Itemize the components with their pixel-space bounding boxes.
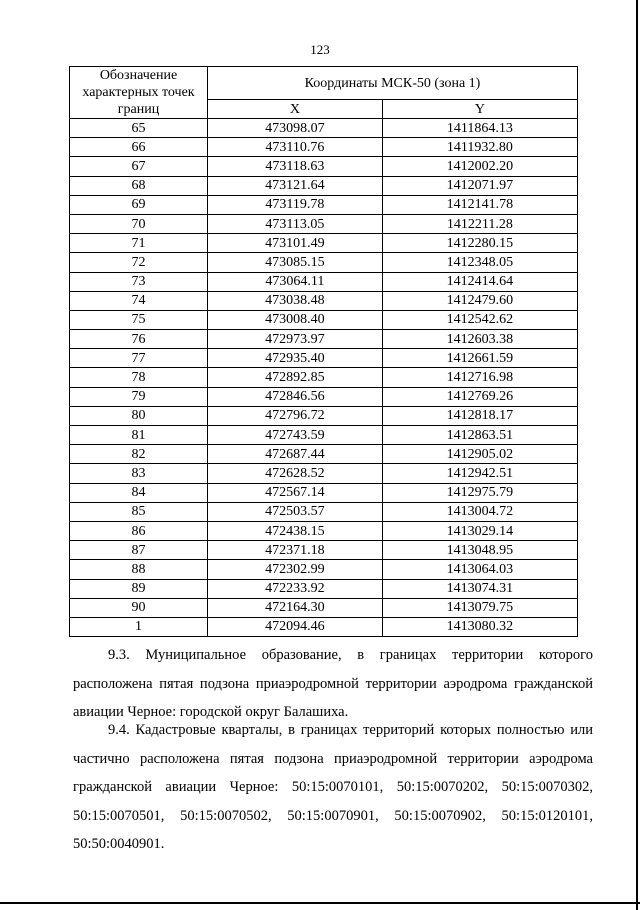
- cell-point: 84: [70, 483, 208, 502]
- cell-point: 69: [70, 195, 208, 214]
- header-coordinates: Координаты МСК-50 (зона 1): [208, 67, 578, 100]
- cell-point: 67: [70, 157, 208, 176]
- header-point-designation: Обозначение характерных точек границ: [70, 67, 208, 119]
- table-row: [70, 617, 578, 636]
- cell-point: 70: [70, 214, 208, 233]
- coordinates-table: [69, 66, 578, 637]
- cell-point: 81: [70, 426, 208, 445]
- cell-y: 1412141.78: [382, 195, 577, 214]
- table-row: [70, 138, 578, 157]
- page-number: 123: [310, 42, 330, 57]
- cell-x: 472438.15: [208, 521, 383, 540]
- cell-point: 65: [70, 119, 208, 138]
- cell-x: 472973.97: [208, 330, 383, 349]
- cell-x: 473113.05: [208, 214, 383, 233]
- cell-x: 472567.14: [208, 483, 383, 502]
- table-row: [70, 214, 578, 233]
- cell-point: 90: [70, 598, 208, 617]
- cell-point: 68: [70, 176, 208, 195]
- cell-x: 473110.76: [208, 138, 383, 157]
- table-row: [70, 464, 578, 483]
- table-row: [70, 541, 578, 560]
- cell-point: 75: [70, 310, 208, 329]
- cell-x: 473064.11: [208, 272, 383, 291]
- table-row: [70, 387, 578, 406]
- cell-point: 66: [70, 138, 208, 157]
- cell-x: 473038.48: [208, 291, 383, 310]
- cell-x: 473121.64: [208, 176, 383, 195]
- cell-y: 1413048.95: [382, 541, 577, 560]
- cell-y: 1412769.26: [382, 387, 577, 406]
- table-row: [70, 253, 578, 272]
- table-row: [70, 272, 578, 291]
- table-row: [70, 445, 578, 464]
- cell-point: 73: [70, 272, 208, 291]
- table-body: [70, 119, 578, 637]
- page-edge-bottom: [0, 902, 640, 904]
- table-row: [70, 310, 578, 329]
- cell-y: 1411932.80: [382, 138, 577, 157]
- cell-x: 472846.56: [208, 387, 383, 406]
- cell-y: 1412975.79: [382, 483, 577, 502]
- cell-x: 473008.40: [208, 310, 383, 329]
- cell-point: 74: [70, 291, 208, 310]
- cell-x: 472796.72: [208, 406, 383, 425]
- cell-y: 1412661.59: [382, 349, 577, 368]
- cell-x: 472743.59: [208, 426, 383, 445]
- table-row: [70, 119, 578, 138]
- header-y: Y: [382, 100, 577, 119]
- cell-y: 1411864.13: [382, 119, 577, 138]
- cell-point: 85: [70, 502, 208, 521]
- cell-point: 71: [70, 234, 208, 253]
- cell-x: 472687.44: [208, 445, 383, 464]
- table-row: [70, 483, 578, 502]
- cell-y: 1412863.51: [382, 426, 577, 445]
- cell-y: 1412071.97: [382, 176, 577, 195]
- cell-x: 472935.40: [208, 349, 383, 368]
- cell-y: 1412211.28: [382, 214, 577, 233]
- table-row: [70, 234, 578, 253]
- cell-y: 1413004.72: [382, 502, 577, 521]
- cell-point: 76: [70, 330, 208, 349]
- cell-y: 1413080.32: [382, 617, 577, 636]
- cell-point: 83: [70, 464, 208, 483]
- table-row: [70, 598, 578, 617]
- table-row: [70, 349, 578, 368]
- cell-x: 472628.52: [208, 464, 383, 483]
- cell-x: 472503.57: [208, 502, 383, 521]
- cell-x: 472371.18: [208, 541, 383, 560]
- cell-y: 1412414.64: [382, 272, 577, 291]
- table-row: [70, 291, 578, 310]
- cell-x: 472302.99: [208, 560, 383, 579]
- cell-x: 472892.85: [208, 368, 383, 387]
- cell-y: 1412002.20: [382, 157, 577, 176]
- cell-point: 80: [70, 406, 208, 425]
- cell-point: 79: [70, 387, 208, 406]
- cell-x: 472164.30: [208, 598, 383, 617]
- table-row: [70, 176, 578, 195]
- cell-point: 86: [70, 521, 208, 540]
- cell-y: 1412280.15: [382, 234, 577, 253]
- table-row: [70, 330, 578, 349]
- table-row: [70, 157, 578, 176]
- cell-y: 1413074.31: [382, 579, 577, 598]
- cell-y: 1412905.02: [382, 445, 577, 464]
- cell-point: 82: [70, 445, 208, 464]
- cell-point: 72: [70, 253, 208, 272]
- cell-x: 473119.78: [208, 195, 383, 214]
- cell-point: 78: [70, 368, 208, 387]
- table-row: [70, 406, 578, 425]
- cell-y: 1412716.98: [382, 368, 577, 387]
- table-row: [70, 560, 578, 579]
- page-edge-right: [636, 0, 638, 910]
- cell-y: 1413079.75: [382, 598, 577, 617]
- cell-x: 472233.92: [208, 579, 383, 598]
- table-row: [70, 195, 578, 214]
- cell-y: 1412479.60: [382, 291, 577, 310]
- cell-y: 1412942.51: [382, 464, 577, 483]
- cell-point: 87: [70, 541, 208, 560]
- cell-y: 1413029.14: [382, 521, 577, 540]
- table-row: [70, 426, 578, 445]
- table-row: [70, 579, 578, 598]
- cell-x: 473101.49: [208, 234, 383, 253]
- paragraph-9-3: 9.3. Муниципальное образование, в границах территории которого расположена пятая подзона приаэродромной территории аэродрома гражданской авиации Черное: городской округ Балашиха.: [73, 647, 593, 720]
- table-row: [70, 368, 578, 387]
- cell-point: 1: [70, 617, 208, 636]
- table-row: [70, 502, 578, 521]
- cell-x: 473118.63: [208, 157, 383, 176]
- cell-point: 77: [70, 349, 208, 368]
- header-x: X: [208, 100, 383, 119]
- cell-x: 473098.07: [208, 119, 383, 138]
- cell-y: 1412542.62: [382, 310, 577, 329]
- cell-x: 473085.15: [208, 253, 383, 272]
- cell-y: 1413064.03: [382, 560, 577, 579]
- paragraph-9-4: 9.4. Кадастровые кварталы, в границах территорий которых полностью или частично расположена пятая подзона приаэродромной территории аэродрома гражданской авиации Черное: 50:15:0070101, 50:15:0070202, 50:15:0070302, 50:15:0070501, 50:15:0070502, 50:15:0070901, 50:15:0070902, 50:15:0120101, 50:50:0040901.: [73, 722, 593, 852]
- cell-x: 472094.46: [208, 617, 383, 636]
- cell-y: 1412603.38: [382, 330, 577, 349]
- table-row: [70, 521, 578, 540]
- cell-y: 1412348.05: [382, 253, 577, 272]
- cell-y: 1412818.17: [382, 406, 577, 425]
- cell-point: 88: [70, 560, 208, 579]
- cell-point: 89: [70, 579, 208, 598]
